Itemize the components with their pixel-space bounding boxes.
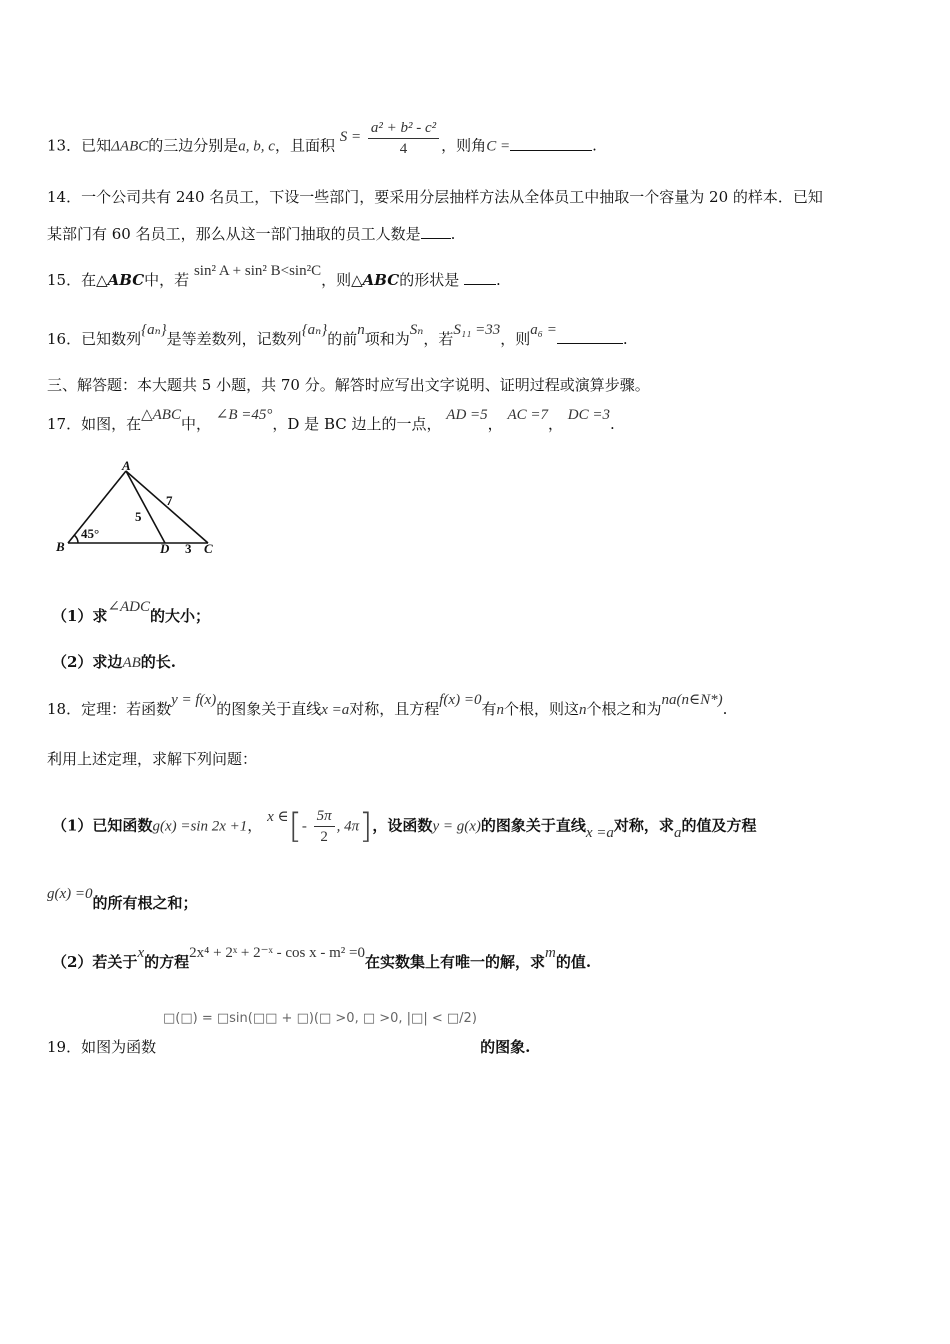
q18-part1-g: g(x) =sin 2x +1 [152, 818, 248, 835]
q13-text: ，则角 [441, 136, 487, 155]
q17-label-len-dc: 3 [185, 541, 192, 556]
q18-text: 的图象关于直线 [216, 700, 322, 718]
q17-sep: ， [548, 415, 564, 433]
q13-answer-blank[interactable] [510, 136, 592, 151]
q13-number: 13． [47, 136, 82, 155]
q17-part1-text: 的大小； [150, 607, 211, 625]
q13-end: . [592, 136, 597, 155]
q13-area-denominator: 4 [399, 141, 408, 157]
q18-sum: na(n∈N*) [661, 692, 723, 708]
q17-part2-text: 的长. [140, 653, 176, 671]
q17-triangle: △ABC [141, 407, 181, 423]
q15-end: . [495, 271, 501, 289]
q18-part1-text: 的图象关于直线 [480, 816, 586, 835]
q18-part2-equation: 2x⁴ + 2ˣ + 2⁻ˣ - cos x - m² =0 [189, 945, 365, 961]
q13-area-lhs: S = [339, 128, 362, 145]
q15-text: 的形状是 [399, 271, 460, 289]
q13-area-fraction [368, 118, 439, 159]
q16-n: n [357, 322, 365, 338]
q18-part1-line: x =a [585, 824, 614, 841]
question-16 [47, 322, 910, 351]
q18-part2-x: x [137, 945, 145, 961]
q19-text: 19．如图为函数 [47, 1038, 157, 1056]
q16-text: 16．已知数列 [47, 330, 142, 348]
q16-text: 的前 [327, 330, 358, 348]
q17-label-len-ac: 7 [166, 493, 173, 508]
q16-text: 是等差数列，记数列 [166, 330, 302, 348]
q16-s11: S₁₁ =33 [453, 322, 501, 338]
q18-function: y = f(x) [171, 692, 217, 708]
q18-part1-right-bracket: ] [359, 806, 373, 847]
q14-answer-blank[interactable] [421, 224, 451, 239]
q18-part2-text: 的值. [555, 953, 592, 971]
q17-part2 [52, 651, 910, 674]
q15-triangle: ABC [362, 271, 400, 289]
q16-answer-blank[interactable] [557, 329, 623, 344]
q17-text: 17．如图，在 [47, 415, 142, 433]
q17-label-b: B [56, 539, 65, 554]
question-14-line1 [47, 186, 910, 208]
q15-answer-blank[interactable] [464, 270, 496, 285]
q17-triangle-figure [52, 456, 222, 562]
q18-n: n [496, 702, 504, 718]
q16-text: 项和为 [364, 330, 410, 348]
q16-text: ，则 [500, 330, 531, 348]
q18-equation: f(x) =0 [439, 692, 482, 708]
q18-text: 个根，则这 [503, 700, 579, 718]
question-15 [47, 263, 910, 292]
q18-part1-domain-lhs: x ∈ [267, 808, 289, 825]
q17-sep: ， [487, 415, 503, 433]
q13-text: ，且面积 [274, 136, 335, 155]
q14-end: . [450, 225, 456, 243]
q15-text: 中，若 [144, 271, 190, 289]
q18-part1-minus: - [301, 818, 307, 835]
q14-text: 某部门有 60 名员工，那么从这一部门抽取的员工人数是 [47, 225, 421, 243]
question-17 [47, 407, 910, 436]
q18-part1-frac-den: 2 [320, 829, 328, 845]
q18-part1-g0: g(x) =0 [47, 886, 93, 902]
q18-part2 [52, 945, 910, 974]
q18-text: 有 [481, 700, 497, 718]
q15-expression: sin² A + sin² B<sin²C [193, 263, 322, 279]
q18-part1-cont [47, 886, 910, 915]
q16-text: ，若 [423, 330, 454, 348]
q17-label-angle-b: 45° [81, 526, 100, 541]
q16-sequence: {aₙ} [141, 322, 167, 338]
section-heading [47, 374, 910, 396]
q18-part1-label: （1）已知函数 [52, 816, 153, 835]
q18-intro [47, 748, 910, 770]
q18-text: 个根之和为 [586, 700, 662, 718]
q17-part1-expr: ∠ADC [107, 599, 151, 615]
q18-part1-domain-end: , 4π [336, 818, 360, 835]
q13-area-numerator: a² + b² - c² [368, 118, 439, 139]
q17-angle-arc [74, 535, 78, 543]
q17-text: ，D 是 BC 边上的一点， [272, 415, 442, 433]
q17-segment-ad [126, 471, 165, 543]
q16-sequence: {aₙ} [301, 322, 328, 338]
q18-end: . [722, 700, 728, 718]
q18-part1-frac-num: 5π [314, 806, 335, 827]
q13-angle-c: C = [486, 138, 511, 155]
q18-part1-fraction [314, 806, 335, 847]
q17-label-d: D [160, 541, 170, 556]
q18-part1-y: y = g(x) [432, 818, 481, 835]
question-19 [47, 1036, 910, 1058]
q17-angle-b: ∠B =45° [215, 407, 273, 423]
section-3-title: 三、解答题：本大题共 5 小题，共 70 分。解答时应写出文字说明、证明过程或演算步骤。 [47, 376, 650, 394]
q18-part1-text: 的所有根之和； [92, 894, 198, 912]
q17-dc: DC =3 [567, 407, 611, 423]
q18-part2-text: 的方程 [144, 953, 190, 971]
q14-text: 14．一个公司共有 240 名员工，下设一些部门，要采用分层抽样方法从全体员工中抽取一个容量为 20 的样本．已知 [47, 188, 823, 206]
q18-part1-left-bracket: [ [288, 806, 302, 847]
q13-text: 的三边分别是 [148, 136, 239, 155]
q18-line: x =a [321, 702, 350, 718]
question-14-line2 [47, 223, 910, 245]
q19-text: 的图象. [480, 1038, 531, 1056]
q18-part2-text: 在实数集上有唯一的解，求 [365, 953, 546, 971]
q18-part1-text: ，设函数 [372, 816, 433, 835]
q19-formula: □(□) = □sin(□□ + □)(□ >0, □ >0, |□| < □/2) [163, 1011, 477, 1026]
q18-part1-a: a [673, 824, 682, 841]
q18-part2-m: m [545, 945, 556, 961]
q17-ac: AC =7 [507, 407, 548, 423]
q17-ad: AD =5 [446, 407, 488, 423]
q17-part2-expr: AB [122, 655, 141, 671]
q17-text: 中， [180, 415, 211, 433]
q13-triangle: ΔABC [111, 138, 149, 155]
q19-formula-image [163, 1011, 477, 1026]
q17-label-c: C [204, 541, 213, 556]
q18-intro-text: 利用上述定理，求解下列问题： [47, 750, 258, 768]
q18-text: 18．定理：若函数 [47, 700, 172, 718]
q18-part1-sep: ， [247, 816, 263, 835]
q17-label-a: A [122, 458, 131, 473]
q17-part2-label: （2）求边 [52, 653, 123, 671]
q18-text: 对称，且方程 [349, 700, 440, 718]
q16-sn: Sₙ [409, 322, 424, 338]
q17-label-len-ad: 5 [135, 509, 142, 524]
q18-part1-text: 对称，求 [613, 816, 674, 835]
q13-sides: a, b, c [238, 138, 275, 155]
q17-end: . [610, 415, 615, 433]
q18-part2-label: （2）若关于 [52, 953, 138, 971]
q13-text: 已知 [81, 136, 112, 155]
q17-part1 [52, 599, 910, 628]
question-18 [47, 692, 910, 721]
q15-text: ，则△ [321, 271, 363, 289]
q18-part1-text: 的值及方程 [681, 816, 757, 835]
q16-end: . [622, 330, 628, 348]
question-13 [47, 120, 910, 167]
q17-part1-label: （1）求 [52, 607, 108, 625]
q18-n: n [578, 702, 587, 718]
q15-text: 15．在△ [47, 271, 108, 289]
q16-a6: a₆ = [530, 322, 557, 338]
q18-part1 [52, 806, 910, 847]
q15-triangle: ABC [107, 271, 145, 289]
